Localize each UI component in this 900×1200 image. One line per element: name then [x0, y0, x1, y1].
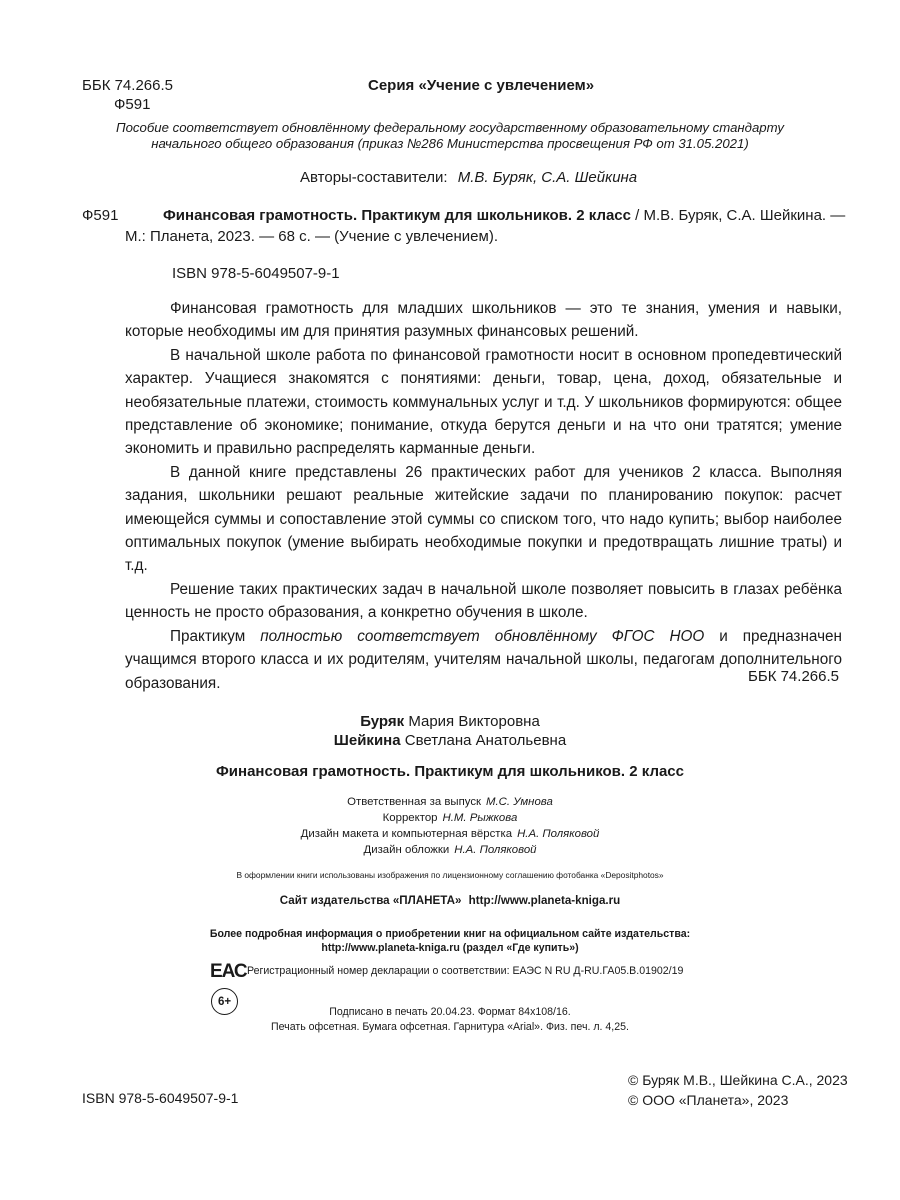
author2-name: Светлана Анатольевна: [404, 732, 567, 749]
annotation: [125, 297, 842, 695]
age-rating-label: 6+: [217, 995, 232, 1008]
catalog-line2: М.: Планета, 2023. — 68 с. — (Учение с увлечением).: [125, 228, 498, 245]
authors-names: М.В. Буряк, С.А. Шейкина: [457, 169, 638, 186]
footer-isbn: ISBN 978-5-6049507-9-1: [82, 1090, 239, 1106]
annotation-p5-start: Практикум: [170, 627, 246, 645]
annotation-paragraph: [125, 625, 842, 695]
staff-role: Дизайн макета и компьютерная вёрстка: [300, 828, 513, 840]
copyright-publisher: © ООО «Планета», 2023: [628, 1092, 789, 1108]
catalog-title: Финансовая грамотность. Практикум для школьников. 2 класс: [163, 207, 631, 224]
staff-row: [0, 794, 900, 810]
purchase-info-line1: Более подробная информация о приобретении книг на официальном сайте издательства:: [209, 928, 691, 940]
compliance-note-line2: начального общего образования (приказ №286 Министерства просвещения РФ от 31.05.2021): [151, 136, 749, 151]
bbk-code-right: ББК 74.266.5: [748, 668, 839, 685]
catalog-line1: [163, 206, 845, 225]
credit-author1: [0, 712, 900, 731]
staff-list: [0, 794, 900, 858]
staff-name: Н.А. Поляковой: [454, 844, 537, 856]
author2-surname: Шейкина: [333, 732, 401, 749]
staff-row: [0, 842, 900, 858]
annotation-paragraph: Финансовая грамотность для младших школьников — это те знания, умения и навыки, которые необходимы им для принятия разумных финансовых решений.: [125, 300, 842, 341]
author-mark-top: Ф591: [114, 96, 151, 113]
authors-line: [300, 168, 637, 187]
annotation-paragraph: Решение таких практических задач в начальной школе позволяет повысить в глазах ребёнка ценность не просто образования, а конкретно обучения в школе.: [125, 580, 842, 622]
staff-role: Корректор: [382, 812, 438, 824]
images-license-note: В оформлении книги использованы изображения по лицензионному соглашению фотобанка «Depositphotos»: [236, 870, 664, 880]
staff-name: Н.М. Рыжкова: [442, 812, 518, 824]
catalog-isbn: ISBN 978-5-6049507-9-1: [172, 265, 340, 282]
credit-author2: [0, 731, 900, 750]
declaration-registration: Регистрационный номер декларации о соответствии: ЕАЭС N RU Д-RU.ГА05.В.01902/19: [247, 965, 684, 977]
copyright-authors: © Буряк М.В., Шейкина С.А., 2023: [628, 1072, 848, 1088]
annotation-p5-italic: полностью соответствует обновлённому ФГОС НОО: [260, 627, 705, 645]
publisher-site-link[interactable]: http://www.planeta-kniga.ru: [468, 894, 621, 907]
purchase-info-line2[interactable]: http://www.planeta-kniga.ru (раздел «Где купить»): [321, 942, 579, 954]
author1-surname: Буряк: [360, 713, 405, 730]
staff-row: [0, 826, 900, 842]
staff-row: [0, 810, 900, 826]
eac-mark-icon: ЕАС: [210, 961, 247, 982]
series-title: Серия «Учение с увлечением»: [368, 77, 595, 94]
print-info-line2: Печать офсетная. Бумага офсетная. Гарнитура «Arial». Физ. печ. л. 4,25.: [271, 1021, 629, 1033]
annotation-paragraph: В данной книге представлены 26 практических работ для учеников 2 класса. Выполняя задания, школьники решают реальные житейские задачи по планированию покупок: расчет имеющейся суммы и сопоставление этой суммы со списком того, что надо купить; выбор наиболее оптимальных покупок (умение выбирать необходимые покупки и предотвращать лишние траты) и т.д.: [125, 463, 842, 575]
staff-name: М.С. Умнова: [486, 796, 553, 808]
staff-role: Ответственная за выпуск: [347, 796, 482, 808]
author1-name: Мария Викторовна: [408, 713, 540, 730]
compliance-note-line1: Пособие соответствует обновлённому федеральному государственному образовательному стандарту: [116, 120, 784, 135]
authors-label: Авторы-составители:: [300, 169, 448, 186]
publisher-site-line: [0, 893, 900, 909]
publisher-site-label: Сайт издательства «ПЛАНЕТА»: [279, 894, 462, 907]
annotation-paragraph: В начальной школе работа по финансовой грамотности носит в основном пропедевтический характер. Учащиеся знакомятся с понятиями: деньги, товар, цена, доход, обязательные и необязательные платежи, стоимость коммунальных услуг и т.д. У школьников формируются: общее представление об экономике; понимание, откуда берутся деньги и на что они тратятся; умение экономить и правильно распределять карманные деньги.: [125, 346, 842, 458]
bbk-code-top: ББК 74.266.5: [82, 77, 173, 94]
credit-book-title: Финансовая грамотность. Практикум для школьников. 2 класс: [216, 763, 684, 780]
catalog-code: Ф591: [82, 207, 119, 224]
staff-role: Дизайн обложки: [363, 844, 450, 856]
staff-name: Н.А. Поляковой: [517, 828, 600, 840]
print-info-line1: Подписано в печать 20.04.23. Формат 84х108/16.: [329, 1006, 571, 1018]
catalog-authors: / М.В. Буряк, С.А. Шейкина. —: [635, 207, 846, 224]
annotation-p5-end: и предназначен учащимся второго класса и их родителям, учителям начальной школы, педагогам дополнительного образования.: [125, 627, 842, 692]
